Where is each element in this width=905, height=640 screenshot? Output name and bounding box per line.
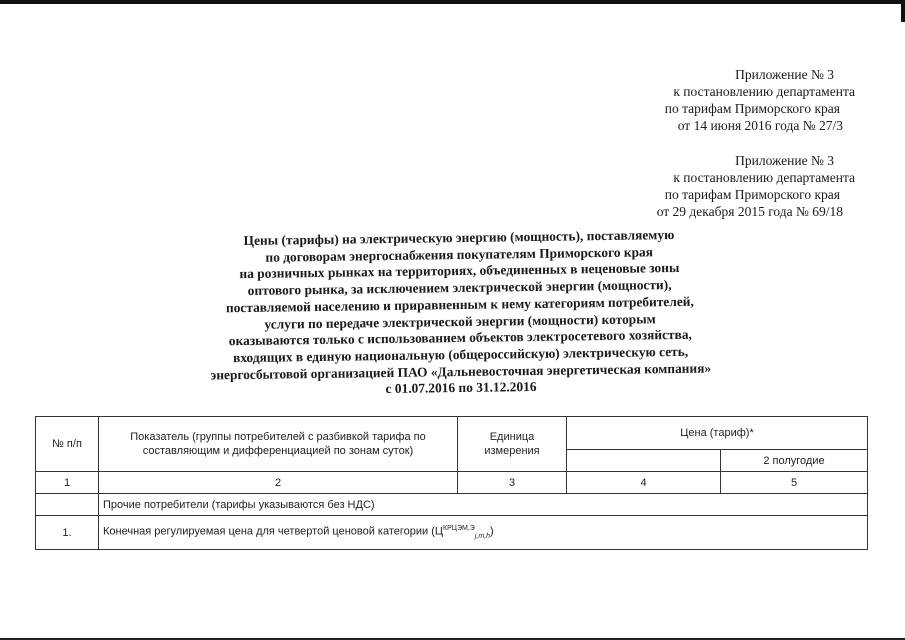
header-price: Цена (тариф)* xyxy=(567,417,868,450)
title-line: с 01.07.2016 по 31.12.2016 xyxy=(385,379,537,397)
row-text-close: ) xyxy=(489,525,494,538)
title-line: по договорам энергоснабжения покупателям Приморского края xyxy=(265,244,654,265)
scan-border-right xyxy=(901,0,905,22)
title-line: энергосбытовой организацией ПАО «Дальневосточная энергетическая компания» xyxy=(210,360,712,383)
column-number: 2 xyxy=(99,472,458,494)
appendix-note-2 xyxy=(657,152,856,220)
title-line: оптового рынка, за исключением электрической энергии (мощности), xyxy=(247,277,672,299)
appendix-line: по тарифам Приморского края xyxy=(664,101,840,116)
header-unit: Единица измерения xyxy=(458,417,567,472)
header-indicator: Показатель (группы потребителей с разбивкой тарифа по составляющим и дифференциацией по зонам суток) xyxy=(99,417,458,472)
header-number: № п/п xyxy=(36,417,99,472)
column-number: 1 xyxy=(36,472,99,494)
appendix-line: к постановлению департамента xyxy=(673,170,855,185)
column-number: 4 xyxy=(567,472,721,494)
appendix-date: от 14 июня 2016 года № 27/3 xyxy=(677,118,843,133)
row-number: 1. xyxy=(36,516,99,550)
appendix-date: от 29 декабря 2015 года № 69/18 xyxy=(656,204,843,219)
row-final-price-fourth-category xyxy=(99,516,868,550)
appendix-heading: Приложение № 3 xyxy=(735,153,834,168)
header-half-1 xyxy=(567,450,721,472)
appendix-note-1 xyxy=(665,66,856,134)
price-superscript: КРЦЭМ,Э xyxy=(443,525,475,533)
appendix-line: к постановлению департамента xyxy=(673,84,855,99)
price-subscript: j,m,h xyxy=(474,532,490,540)
title-line: услуги по передаче электрической энергии (мощности) которым xyxy=(264,310,656,332)
section-number-cell xyxy=(36,494,99,516)
column-number: 5 xyxy=(721,472,868,494)
document-title xyxy=(159,226,761,401)
section-row-consumers: Прочие потребители (тарифы указываются без НДС) xyxy=(99,494,868,516)
title-line: входящих в единую национальную (общероссийскую) электрическую сеть, xyxy=(232,343,689,366)
header-half-2: 2 полугодие xyxy=(721,450,868,472)
scan-border-top xyxy=(0,0,905,4)
title-line: на розничных рынках на территориях, объединенных в неценовые зоны xyxy=(239,260,680,282)
tariff-table xyxy=(35,416,868,550)
title-line: поставляемой населению и приравненным к нему категориям потребителей, xyxy=(225,293,694,316)
appendix-heading: Приложение № 3 xyxy=(735,67,834,82)
appendix-line: по тарифам Приморского края xyxy=(664,187,840,202)
title-line: Цены (тарифы) на электрическую энергию (мощность), поставляемую xyxy=(243,227,675,249)
row-text: Конечная регулируемая цена для четвертой ценовой категории (Ц xyxy=(103,525,444,538)
column-number: 3 xyxy=(458,472,567,494)
title-line: оказываются только с использованием объектов электросетевого хозяйства, xyxy=(228,326,692,349)
